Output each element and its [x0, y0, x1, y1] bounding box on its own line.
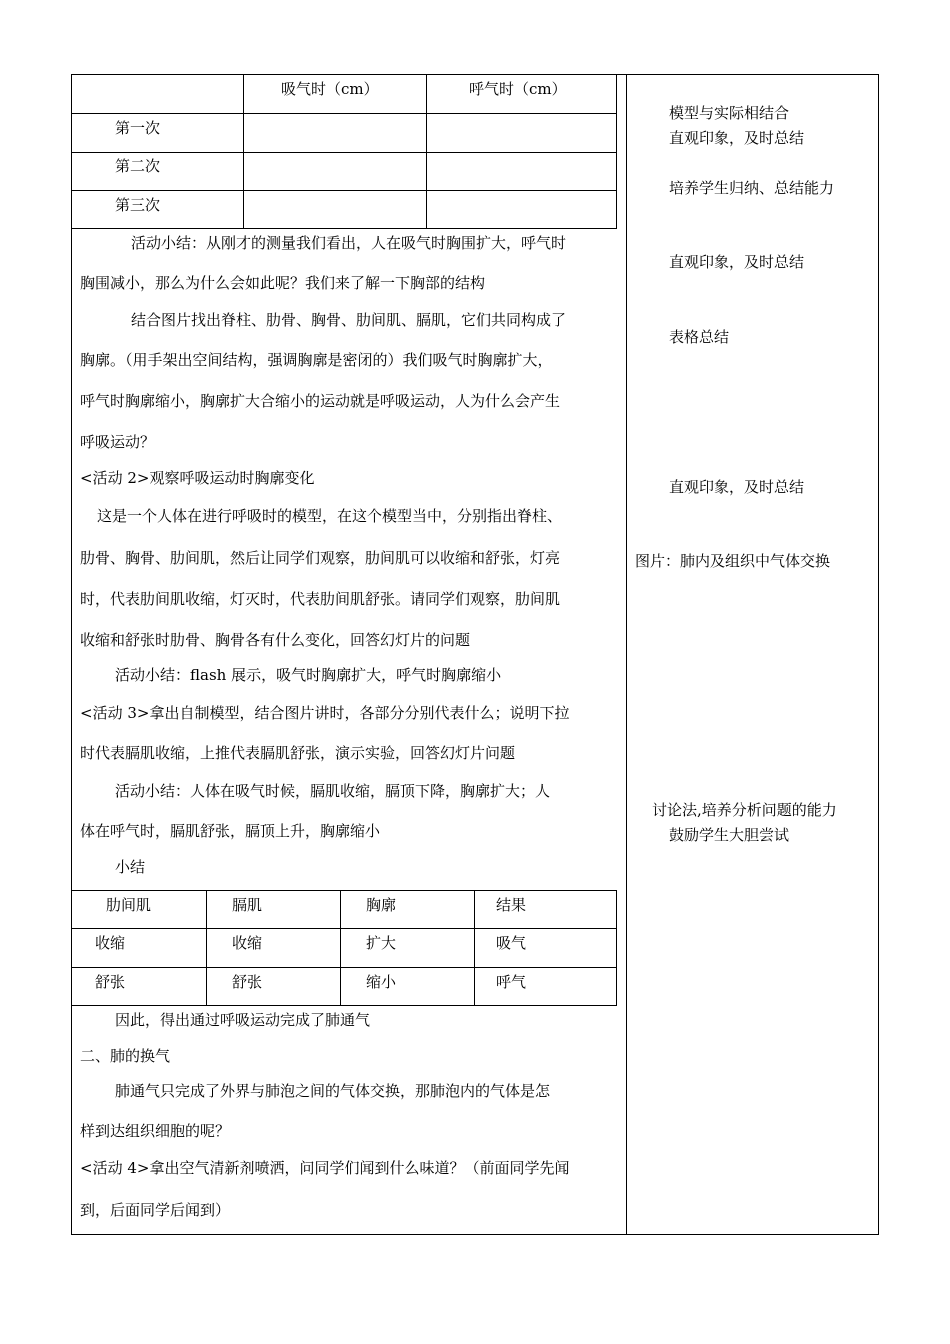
activity2-line: 收缩和舒张时肋骨、胸骨各有什么变化，回答幻灯片的问题 — [80, 631, 471, 649]
side-note: 培养学生归纳、总结能力 — [669, 179, 835, 197]
summary-cell: 呼气 — [496, 973, 527, 991]
conclusion: 因此，得出通过呼吸运动完成了肺通气 — [115, 1011, 371, 1029]
structure-line: 胸廓。（用手架出空间结构，强调胸廓是密闭的）我们吸气时胸廓扩大， — [80, 351, 553, 369]
side-note: 直观印象，及时总结 — [669, 253, 805, 271]
summary-header: 胸廓 — [366, 896, 397, 914]
summary-cell: 吸气 — [496, 934, 527, 952]
summary-header: 膈肌 — [232, 896, 263, 914]
summary1-line: 活动小结：从刚才的测量我们看出，人在吸气时胸围扩大，呼气时 — [131, 234, 567, 252]
summary3-line: 体在呼气时，膈肌舒张，膈顶上升，胸廓缩小 — [80, 822, 381, 840]
activity2-line: 肋骨、胸骨、肋间肌，然后让同学们观察，肋间肌可以收缩和舒张，灯亮 — [80, 549, 561, 567]
summary1-line: 胸围减小，那么为什么会如此呢？我们来了解一下胸部的结构 — [80, 274, 486, 292]
summary3-line: 活动小结：人体在吸气时候，膈肌收缩，膈顶下降，胸廓扩大；人 — [115, 782, 551, 800]
small-summary-label: 小结 — [115, 858, 146, 876]
side-note: 直观印象，及时总结 — [669, 478, 805, 496]
side-note: 模型与实际相结合 — [669, 104, 790, 122]
side-note: 直观印象，及时总结 — [669, 129, 805, 147]
activity3-line: <活动 3>拿出自制模型，结合图片讲时，各部分分别代表什么；说明下拉 — [80, 704, 570, 722]
section2-title: 二、肺的换气 — [80, 1047, 171, 1065]
measure-row-label: 第三次 — [115, 196, 161, 214]
summary-cell: 收缩 — [232, 934, 263, 952]
column-divider — [626, 74, 627, 1235]
activity4-line: <活动 4>拿出空气清新剂喷洒，问同学们闻到什么味道？（前面同学先闻 — [80, 1159, 570, 1177]
summary-header: 结果 — [496, 896, 527, 914]
activity4-line: 到，后面同学后闻到） — [80, 1201, 231, 1219]
structure-line: 呼气时胸廓缩小，胸廓扩大合缩小的运动就是呼吸运动，人为什么会产生 — [80, 392, 561, 410]
structure-line: 呼吸运动？ — [80, 433, 156, 451]
section2-line: 样到达组织细胞的呢？ — [80, 1122, 231, 1140]
summary-cell: 缩小 — [366, 973, 397, 991]
summary-cell: 收缩 — [95, 934, 126, 952]
measure-row-label: 第一次 — [115, 119, 161, 137]
structure-line: 结合图片找出脊柱、肋骨、胸骨、肋间肌、膈肌，它们共同构成了 — [131, 311, 567, 329]
measure-header-inhale: 吸气时（cm） — [281, 80, 379, 98]
measure-header-exhale: 呼气时（cm） — [469, 80, 567, 98]
side-note: 讨论法,培养分析问题的能力 — [652, 801, 837, 819]
side-note: 图片：肺内及组织中气体交换 — [635, 552, 831, 570]
summary-cell: 扩大 — [366, 934, 397, 952]
activity2-line: 这是一个人体在进行呼吸时的模型，在这个模型当中，分别指出脊柱、 — [97, 507, 563, 525]
measure-row-label: 第二次 — [115, 157, 161, 175]
summary-cell: 舒张 — [95, 973, 126, 991]
side-note: 鼓励学生大胆尝试 — [669, 826, 790, 844]
section2-line: 肺通气只完成了外界与肺泡之间的气体交换，那肺泡内的气体是怎 — [115, 1082, 551, 1100]
activity3-line: 时代表膈肌收缩，上推代表膈肌舒张，演示实验，回答幻灯片问题 — [80, 744, 516, 762]
summary-cell: 舒张 — [232, 973, 263, 991]
side-note: 表格总结 — [669, 328, 730, 346]
summary2: 活动小结：flash 展示，吸气时胸廓扩大，呼气时胸廓缩小 — [115, 666, 502, 684]
summary-header: 肋间肌 — [106, 896, 152, 914]
activity2-line: 时，代表肋间肌收缩，灯灭时，代表肋间肌舒张。请同学们观察，肋间肌 — [80, 590, 561, 608]
activity2-title: <活动 2>观察呼吸运动时胸廓变化 — [80, 469, 315, 487]
